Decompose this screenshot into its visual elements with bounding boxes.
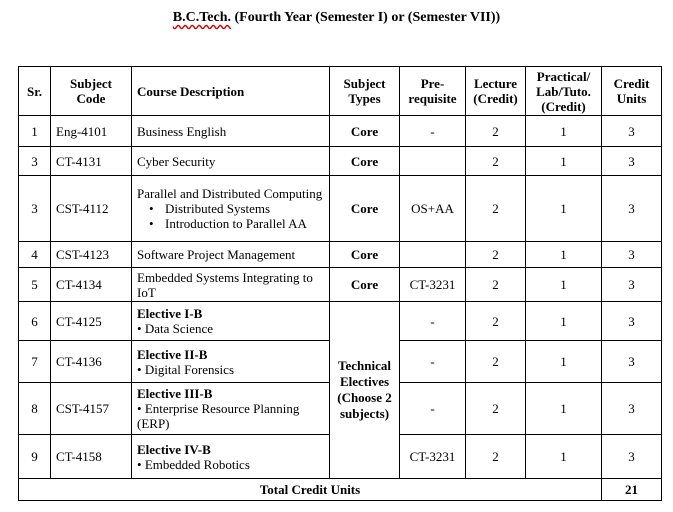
title-rest: (Fourth Year (Semester I) or (Semester VII)) (231, 10, 501, 25)
total-row (19, 479, 662, 501)
cell-description (132, 435, 330, 479)
header-subject-types: Subject Types (330, 67, 400, 116)
cell-credit: 3 (602, 435, 662, 479)
cell-practical: 1 (526, 435, 602, 479)
cell-description (132, 302, 330, 341)
cell-sr: 1 (19, 116, 51, 147)
header-lecture: Lecture (Credit) (466, 67, 526, 116)
cell-prereq (400, 147, 466, 176)
header-practical: Practical/ Lab/Tuto. (Credit) (526, 67, 602, 116)
cell-description (132, 341, 330, 383)
cell-code: CT-4134 (51, 268, 132, 302)
document-title (0, 10, 673, 26)
cell-practical: 1 (526, 383, 602, 435)
table-row (19, 242, 662, 268)
cell-sr: 6 (19, 302, 51, 341)
header-sr: Sr. (19, 67, 51, 116)
elective-item: • Digital Forensics (137, 362, 324, 377)
cell-prereq: - (400, 341, 466, 383)
cell-credit: 3 (602, 268, 662, 302)
cell-lecture: 2 (466, 176, 526, 242)
cell-type: Core (330, 116, 400, 147)
cell-prereq: - (400, 116, 466, 147)
cell-type: Core (330, 242, 400, 268)
total-label: Total Credit Units (19, 479, 602, 501)
elective-item: • Embedded Robotics (137, 457, 324, 472)
cell-credit: 3 (602, 341, 662, 383)
cell-description: Embedded Systems Integrating to IoT (132, 268, 330, 302)
table-row (19, 147, 662, 176)
cell-lecture: 2 (466, 383, 526, 435)
cell-sr: 4 (19, 242, 51, 268)
cell-code: CT-4131 (51, 147, 132, 176)
title-prefix: B.C.Tech. (172, 10, 232, 25)
cell-lecture: 2 (466, 116, 526, 147)
cell-lecture: 2 (466, 341, 526, 383)
cell-practical: 1 (526, 268, 602, 302)
elective-title: Elective II-B (137, 346, 208, 362)
cell-code: CT-4125 (51, 302, 132, 341)
cell-lecture: 2 (466, 147, 526, 176)
cell-lecture: 2 (466, 268, 526, 302)
header-course-description: Course Description (132, 67, 330, 116)
header-row (19, 67, 662, 116)
course-description-text: Parallel and Distributed Computing (137, 186, 323, 201)
cell-lecture: 2 (466, 435, 526, 479)
cell-prereq: OS+AA (400, 176, 466, 242)
cell-code: CST-4157 (51, 383, 132, 435)
table-row (19, 268, 662, 302)
cell-type: Core (330, 147, 400, 176)
cell-credit: 3 (602, 383, 662, 435)
cell-description (132, 383, 330, 435)
cell-description: Software Project Management (132, 242, 330, 268)
table-row (19, 302, 662, 341)
cell-practical: 1 (526, 242, 602, 268)
cell-lecture: 2 (466, 302, 526, 341)
cell-prereq: CT-3231 (400, 268, 466, 302)
course-table (18, 66, 662, 501)
cell-credit: 3 (602, 176, 662, 242)
cell-practical: 1 (526, 147, 602, 176)
cell-practical: 1 (526, 302, 602, 341)
cell-credit: 3 (602, 242, 662, 268)
cell-description: Business English (132, 116, 330, 147)
cell-sr: 3 (19, 176, 51, 242)
cell-prereq: CT-3231 (400, 435, 466, 479)
cell-practical: 1 (526, 116, 602, 147)
elective-title: Elective III-B (137, 386, 213, 401)
list-item: • Distributed Systems (165, 201, 324, 216)
cell-code: CST-4112 (51, 176, 132, 242)
cell-description: Cyber Security (132, 147, 330, 176)
cell-sr: 7 (19, 341, 51, 383)
cell-credit: 3 (602, 116, 662, 147)
table-row (19, 116, 662, 147)
cell-lecture: 2 (466, 242, 526, 268)
cell-sr: 3 (19, 147, 51, 176)
total-value: 21 (602, 479, 662, 501)
cell-credit: 3 (602, 147, 662, 176)
topic-list (137, 201, 324, 231)
cell-prereq: - (400, 302, 466, 341)
elective-item: • Enterprise Resource Planning (ERP) (137, 401, 324, 431)
elective-title: Elective IV-B (137, 441, 211, 457)
cell-type: Core (330, 176, 400, 242)
cell-sr: 8 (19, 383, 51, 435)
table-row (19, 176, 662, 242)
cell-type: Core (330, 268, 400, 302)
cell-code: CT-4158 (51, 435, 132, 479)
header-credit-units: Credit Units (602, 67, 662, 116)
cell-code: Eng-4101 (51, 116, 132, 147)
cell-description (132, 176, 330, 242)
elective-title: Elective I-B (137, 306, 203, 321)
cell-credit: 3 (602, 302, 662, 341)
cell-prereq: - (400, 383, 466, 435)
list-item: • Introduction to Parallel AA (165, 216, 324, 231)
cell-prereq (400, 242, 466, 268)
cell-sr: 5 (19, 268, 51, 302)
technical-electives-cell: Technical Electives (Choose 2 subjects) (330, 302, 400, 479)
cell-practical: 1 (526, 176, 602, 242)
header-subject-code: Subject Code (51, 67, 132, 116)
cell-practical: 1 (526, 341, 602, 383)
cell-sr: 9 (19, 435, 51, 479)
elective-item: • Data Science (137, 321, 324, 336)
cell-code: CT-4136 (51, 341, 132, 383)
header-prerequisite: Pre-requisite (400, 67, 466, 116)
cell-code: CST-4123 (51, 242, 132, 268)
